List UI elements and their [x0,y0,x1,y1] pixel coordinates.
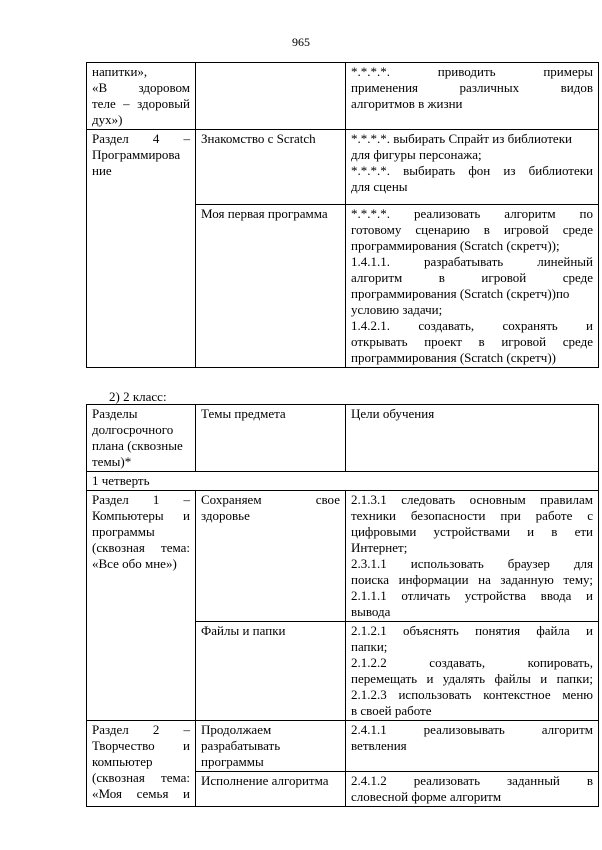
cell-line: программирования (Scratch (скретч)) [351,350,556,365]
cell-line: *.*.*.*. реализовать алгоритм по [351,206,593,221]
table-row [87,63,599,130]
page-number: 965 [292,35,310,49]
cell-line: плана (сквозные [92,438,183,453]
cell-line: готовому сценарию в игровой среде [351,222,593,237]
cell-line: программы [92,524,155,539]
cell-line: ние [92,163,112,178]
cell-line: Компьютеры и [92,508,190,523]
cell-line: компьютер [92,754,153,769]
cell-line: алгоритмов в жизни [351,96,463,111]
goals-cell [346,205,599,368]
cell-line: темы)* [92,454,132,469]
cell-line: долгосрочного [92,422,174,437]
cell-line: *.*.*.*. приводить примеры [351,64,593,79]
quarter-label: 1 четверть [87,472,599,491]
table-row [87,721,599,772]
cell-line: условию задачи; [351,302,443,317]
cell-line: ветвления [351,738,407,753]
cell-line: техники безопасности при работе с [351,508,593,523]
table-row [87,491,599,622]
goals-cell [346,491,599,622]
cell-line: Файлы и папки [201,623,286,638]
cell-line: Исполнение алгоритма [201,773,329,788]
topic-cell: Моя первая программа [196,205,346,368]
topic-cell [196,491,346,622]
cell-line: 2.3.1.1 использовать браузер для [351,556,593,571]
topic-cell [196,622,346,721]
cell-line: Программирова [92,147,181,162]
section-cell [87,130,196,368]
cell-line: теле – здоровый [92,96,190,111]
goals-cell [346,622,599,721]
goals-cell [346,772,599,807]
cell-line: Творчество и [92,738,190,753]
goals-cell [346,721,599,772]
cell-line: (сквозная тема: [92,540,190,555]
cell-line: 2.1.2.2 создавать, копировать, [351,655,593,670]
cell-line: алгоритм в игровой среде [351,270,593,285]
cell-line: 2.1.2.1 объяснять понятия файла и [351,623,593,638]
cell-line: «В здоровом [92,80,190,95]
topic-cell [196,63,346,130]
cell-line: 2.1.3.1 следовать основным правилам [351,492,593,507]
cell-line: программы [201,754,264,769]
cell-line: Продолжаем [201,722,272,737]
cell-line: здоровье [201,508,250,523]
cell-line: Сохраняем свое [201,492,340,507]
cell-line: разрабатывать [201,738,281,753]
cell-line: словесной форме алгоритм [351,789,502,804]
topic-cell [196,721,346,772]
quarter-row [87,472,599,491]
cell-line: «Все обо мне») [92,556,177,571]
cell-line: поиска информации на заданную тему; [351,572,593,587]
section-cell [87,491,196,721]
cell-line: перемещать и удалять файлы и папки; [351,671,593,686]
cell-line: для фигуры персонажа; [351,147,482,162]
cell-line: для сцены [351,179,408,194]
header-topics: Темы предмета [196,405,346,472]
table-header-row [87,405,599,472]
cell-line: *.*.*.*. выбирать фон из библиотеки [351,163,593,178]
cell-line: напитки», [92,64,148,79]
section-cell [87,721,196,807]
cell-line: (сквозная тема: [92,770,190,785]
goals-cell [346,63,599,130]
cell-line: Раздел 4 – [92,131,190,146]
goals-table-grade1 [86,62,599,368]
cell-line: *.*.*.*. выбирать Спрайт из библиотеки [351,131,572,146]
cell-line: цифровыми устройствами и в ети [351,524,593,539]
cell-line: дух») [92,112,123,127]
table-row [87,130,599,205]
topic-cell: Знакомство с Scratch [196,130,346,205]
cell-line: папки; [351,639,388,654]
cell-line: вывода [351,604,391,619]
cell-line: Разделы [92,406,138,421]
header-goals: Цели обучения [346,405,599,472]
cell-line: 2.4.1.2 реализовать заданный в [351,773,593,788]
cell-line: 1.4.1.1. разрабатывать линейный [351,254,593,269]
goals-table-grade2 [86,404,599,807]
goals-cell [346,130,599,205]
cell-line: 2.1.1.1 отличать устройства ввода и [351,588,593,603]
cell-line: Раздел 1 – [92,492,190,507]
cell-line: программирования (Scratch (скретч)); [351,238,560,253]
cell-line: 1.4.2.1. создавать, сохранять и [351,318,593,333]
cell-line: «Моя семья и [92,786,190,801]
header-sections [87,405,196,472]
cell-line: программирования (Scratch (скретч))по [351,286,570,301]
cell-line: 2.4.1.1 реализовывать алгоритм [351,722,593,737]
cell-line: 2.1.2.3 использовать контекстное меню [351,687,593,702]
section-cell [87,63,196,130]
section-heading: 2) 2 класс: [109,389,167,404]
cell-line: открывать проект в игровой среде [351,334,593,349]
cell-line: Интернет; [351,540,408,555]
cell-line: применения различных видов [351,80,593,95]
topic-cell [196,772,346,807]
cell-line: Раздел 2 – [92,722,190,737]
cell-line: в своей работе [351,703,432,718]
